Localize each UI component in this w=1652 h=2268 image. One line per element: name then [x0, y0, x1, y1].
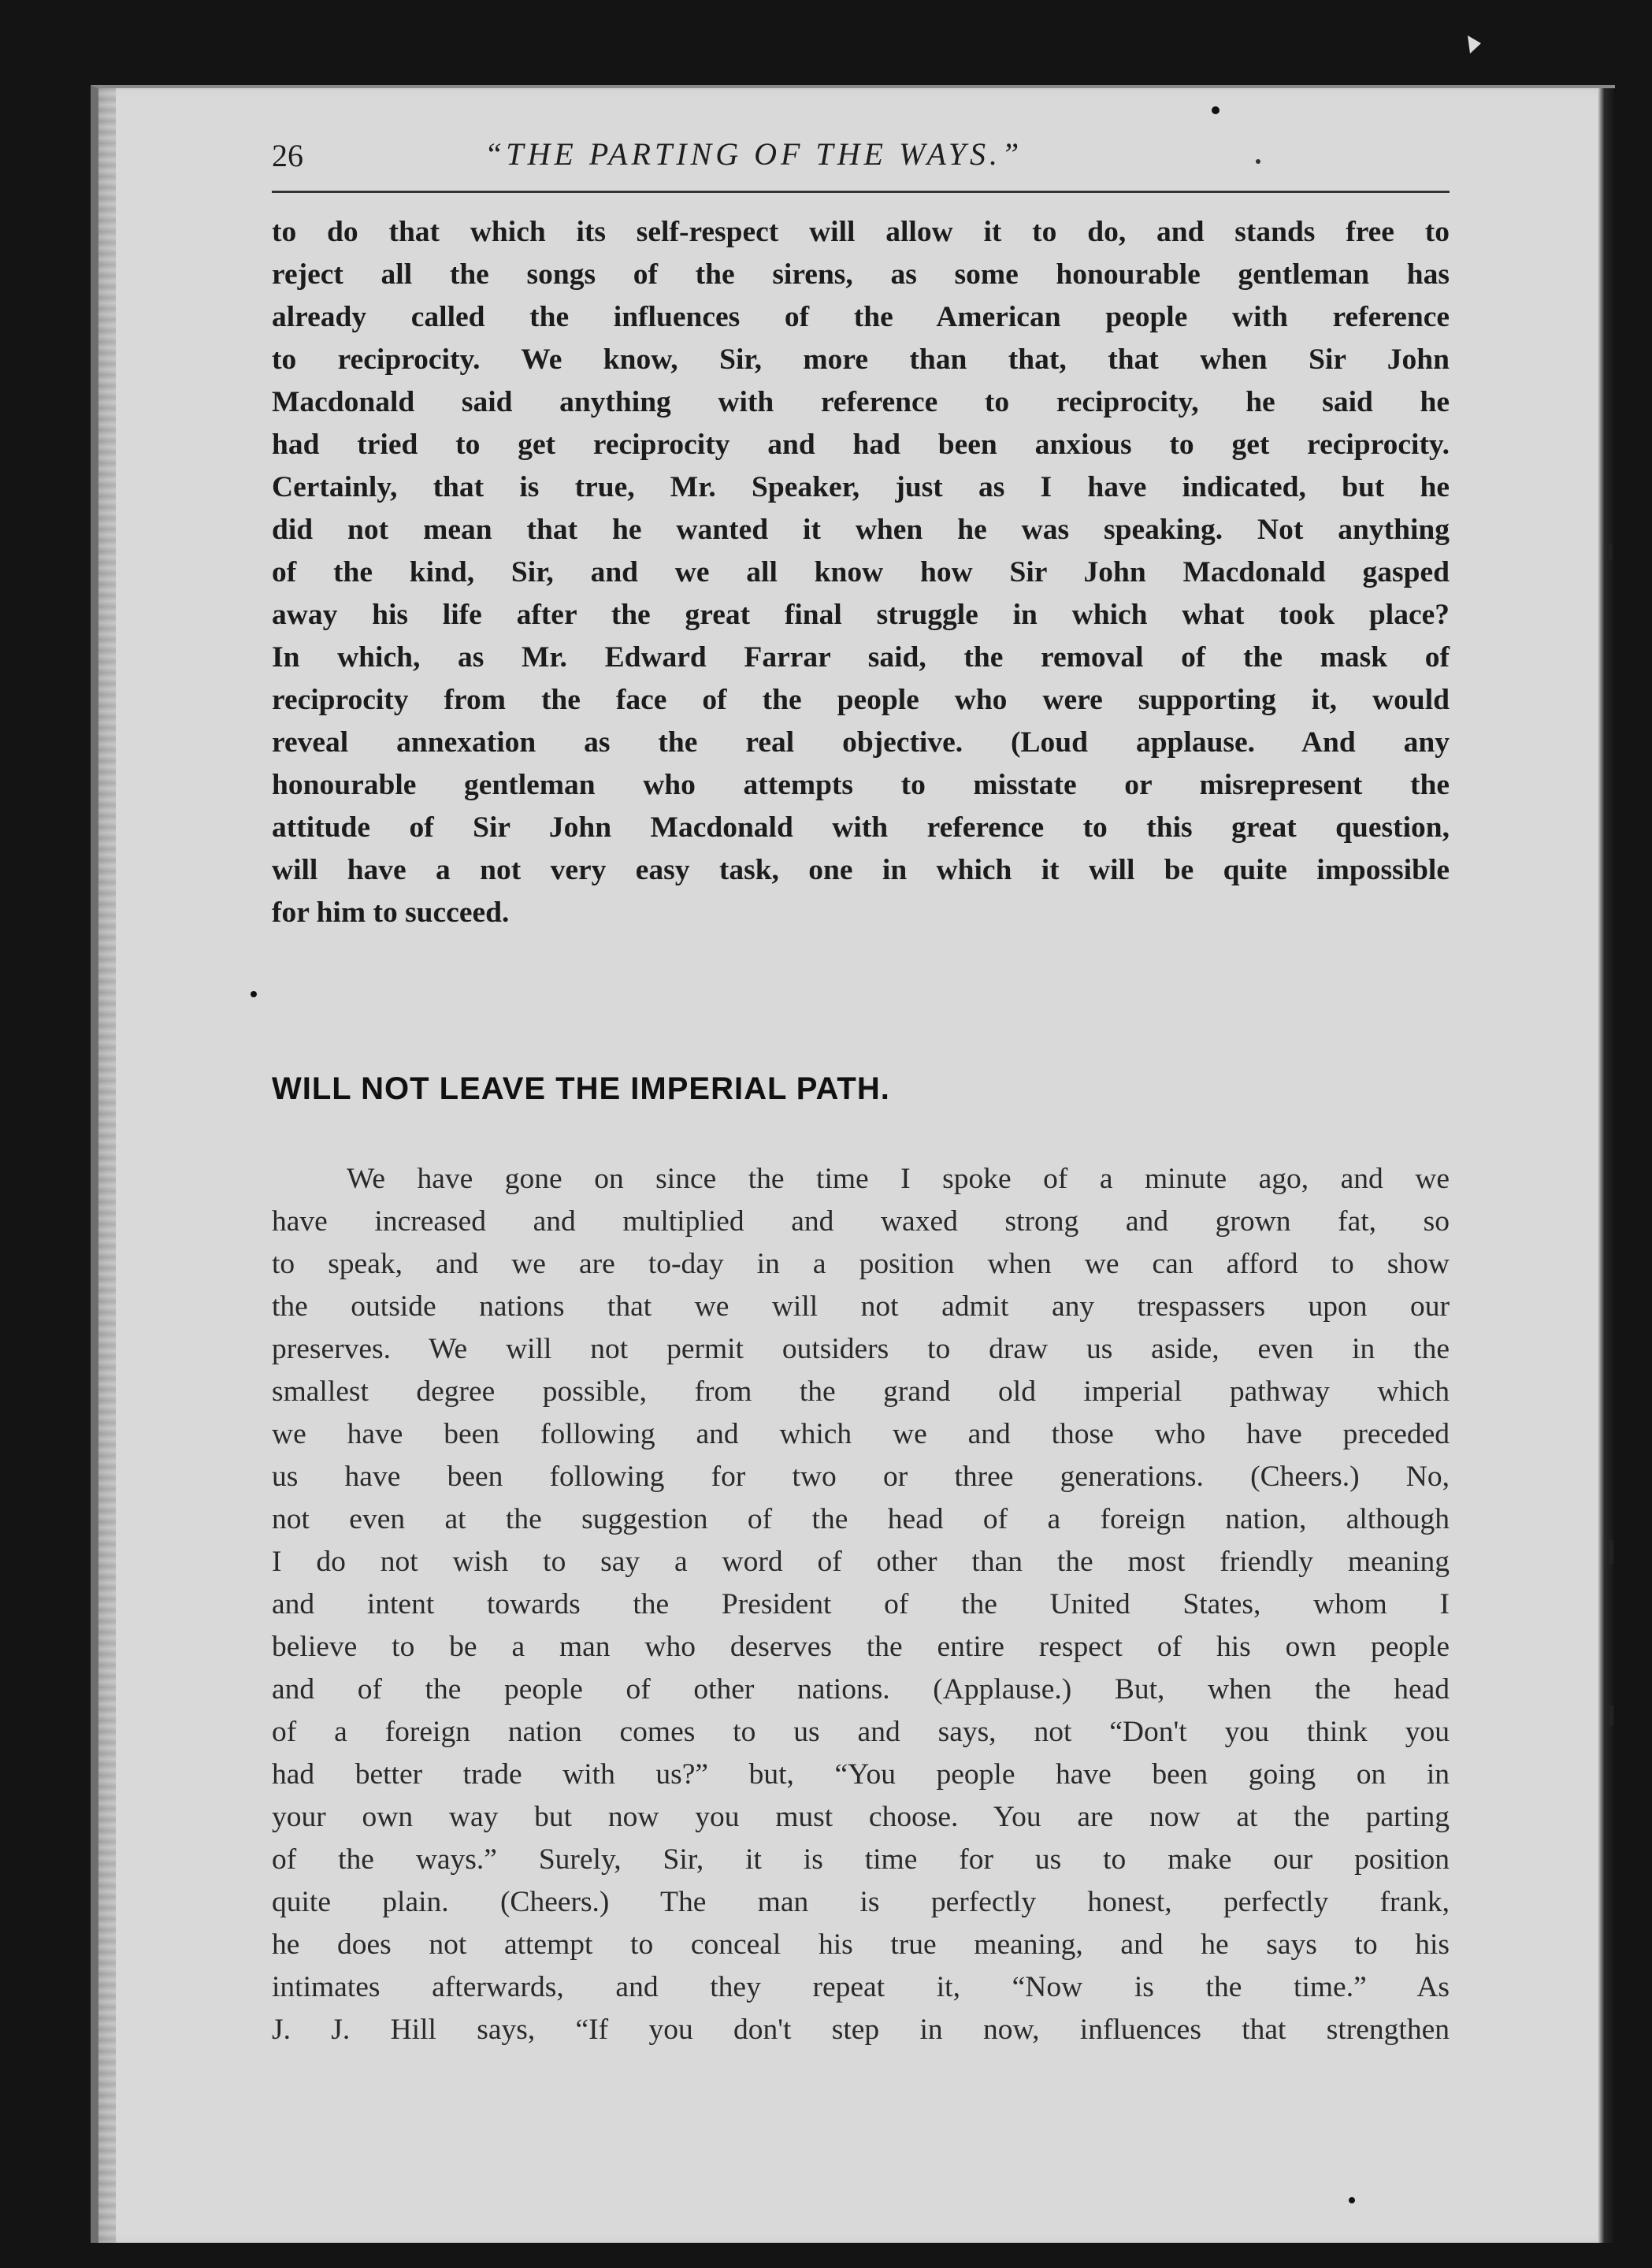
text-line: will have a not very easy task, one in which it will be quite impossible [272, 854, 1450, 886]
text-line: preserves. We will not permit outsiders to draw us aside, even in the [272, 1333, 1450, 1365]
text-line: had tried to get reciprocity and had been anxious to get reciprocity. [272, 429, 1450, 461]
text-line: smallest degree possible, from the grand old imperial pathway which [272, 1375, 1450, 1408]
paragraph-2 [272, 1158, 1450, 2051]
text-line: of the ways.” Surely, Sir, it is time for us to make our position [272, 1843, 1450, 1876]
text-line: quite plain. (Cheers.) The man is perfectly honest, perfectly frank, [272, 1886, 1450, 1918]
running-title: “THE PARTING OF THE WAYS.” [484, 136, 1023, 172]
text-line: and of the people of other nations. (Applause.) But, when the head [272, 1673, 1450, 1706]
text-line: In which, as Mr. Edward Farrar said, the removal of the mask of [272, 641, 1450, 674]
text-line: for him to succeed. [272, 896, 510, 929]
text-line: reject all the songs of the sirens, as some honourable gentleman has [272, 258, 1450, 291]
text-line: reciprocity from the face of the people who were supporting it, would [272, 684, 1450, 716]
text-line: us have been following for two or three generations. (Cheers.) No, [272, 1461, 1450, 1493]
text-line: have increased and multiplied and waxed strong and grown fat, so [272, 1205, 1450, 1238]
text-line: intimates afterwards, and they repeat it, “Now is the time.” As [272, 1971, 1450, 2003]
text-line: Macdonald said anything with reference to reciprocity, he said he [272, 386, 1450, 418]
text-line: away his life after the great final struggle in which what took place? [272, 599, 1450, 631]
page-right-edge [1598, 88, 1617, 2243]
text-line: your own way but now you must choose. You are now at the parting [272, 1801, 1450, 1833]
text-line: had better trade with us?” but, “You people have been going on in [272, 1758, 1450, 1791]
text-line: believe to be a man who deserves the entire respect of his own people [272, 1631, 1450, 1663]
text-line: J. J. Hill says, “If you don't step in now, influences that strengthen [272, 2014, 1450, 2046]
text-line: did not mean that he wanted it when he was speaking. Not anything [272, 514, 1450, 546]
text-line: the outside nations that we will not admit any trespassers upon our [272, 1290, 1450, 1323]
text-line: he does not attempt to conceal his true meaning, and he says to his [272, 1928, 1450, 1961]
text-line: not even at the suggestion of the head of a foreign nation, although [272, 1503, 1450, 1535]
page-number: 26 [272, 138, 303, 173]
page-binding-edge [98, 88, 116, 2243]
text-line: I do not wish to say a word of other than the most friendly meaning [272, 1546, 1450, 1578]
paragraph-1 [272, 211, 1450, 934]
text-line: We have gone on since the time I spoke of a minute ago, and we [347, 1163, 1450, 1195]
text-line: of the kind, Sir, and we all know how Sir John Macdonald gasped [272, 556, 1450, 588]
running-header [272, 135, 1450, 193]
section-heading: WILL NOT LEAVE THE IMPERIAL PATH. [272, 1071, 890, 1106]
text-line: of a foreign nation comes to us and says, not “Don't you think you [272, 1716, 1450, 1748]
text-line: to do that which its self-respect will allow it to do, and stands free to [272, 216, 1450, 248]
text-line: reveal annexation as the real objective. (Loud applause. And any [272, 726, 1450, 759]
text-line: honourable gentleman who attempts to misstate or misrepresent the [272, 769, 1450, 801]
text-line: we have been following and which we and those who have preceded [272, 1418, 1450, 1450]
text-line: to speak, and we are to-day in a position when we can afford to show [272, 1248, 1450, 1280]
text-line: attitude of Sir John Macdonald with reference to this great question, [272, 811, 1450, 844]
text-line: Certainly, that is true, Mr. Speaker, just as I have indicated, but he [272, 471, 1450, 503]
text-line: and intent towards the President of the United States, whom I [272, 1588, 1450, 1620]
text-line: already called the influences of the American people with reference [272, 301, 1450, 333]
text-line: to reciprocity. We know, Sir, more than that, that when Sir John [272, 343, 1450, 376]
